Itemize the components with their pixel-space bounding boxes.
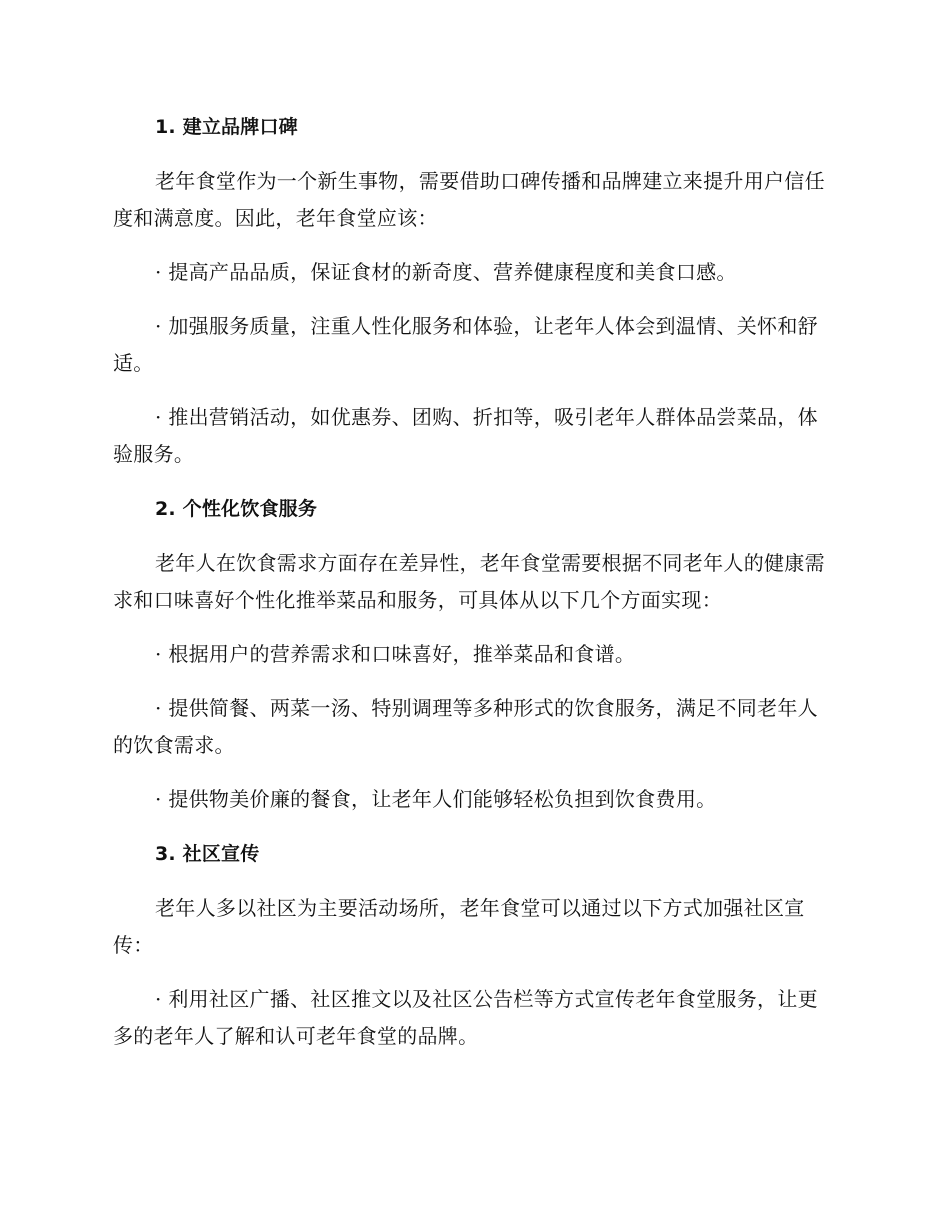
bullet-item: · 根据用户的营养需求和口味喜好，推举菜品和食谱。: [155, 642, 636, 666]
document-body: [113, 109, 835, 1055]
section-intro-community: 老年人多以社区为主要活动场所，老年食堂可以通过以下方式加强社区宣传：: [113, 896, 805, 957]
bullet-item: · 利用社区广播、社区推文以及社区公告栏等方式宣传老年食堂服务，让更多的老年人了解和认可老年食堂的品牌。: [113, 987, 818, 1048]
section-intro-brand: 老年食堂作为一个新生事物，需要借助口碑传播和品牌建立来提升用户信任度和满意度。因此，老年食堂应该：: [113, 169, 825, 230]
section-heading-community: 3. 社区宣传: [155, 843, 260, 865]
section-heading-brand: 1. 建立品牌口碑: [155, 116, 298, 138]
section-intro-personalized: 老年人在饮食需求方面存在差异性，老年食堂需要根据不同老年人的健康需求和口味喜好个性化推举菜品和服务，可具体从以下几个方面实现：: [113, 551, 825, 612]
section-heading-personalized: 2. 个性化饮食服务: [155, 498, 318, 520]
bullet-item: · 推出营销活动，如优惠券、团购、折扣等，吸引老年人群体品尝菜品，体验服务。: [113, 405, 818, 466]
bullet-item: · 加强服务质量，注重人性化服务和体验，让老年人体会到温情、关怀和舒适。: [113, 314, 818, 375]
bullet-item: · 提供简餐、两菜一汤、特别调理等多种形式的饮食服务，满足不同老年人的饮食需求。: [113, 696, 818, 757]
bullet-item: · 提高产品品质，保证食材的新奇度、营养健康程度和美食口感。: [155, 260, 737, 284]
bullet-item: · 提供物美价廉的餐食，让老年人们能够轻松负担到饮食费用。: [155, 787, 717, 811]
